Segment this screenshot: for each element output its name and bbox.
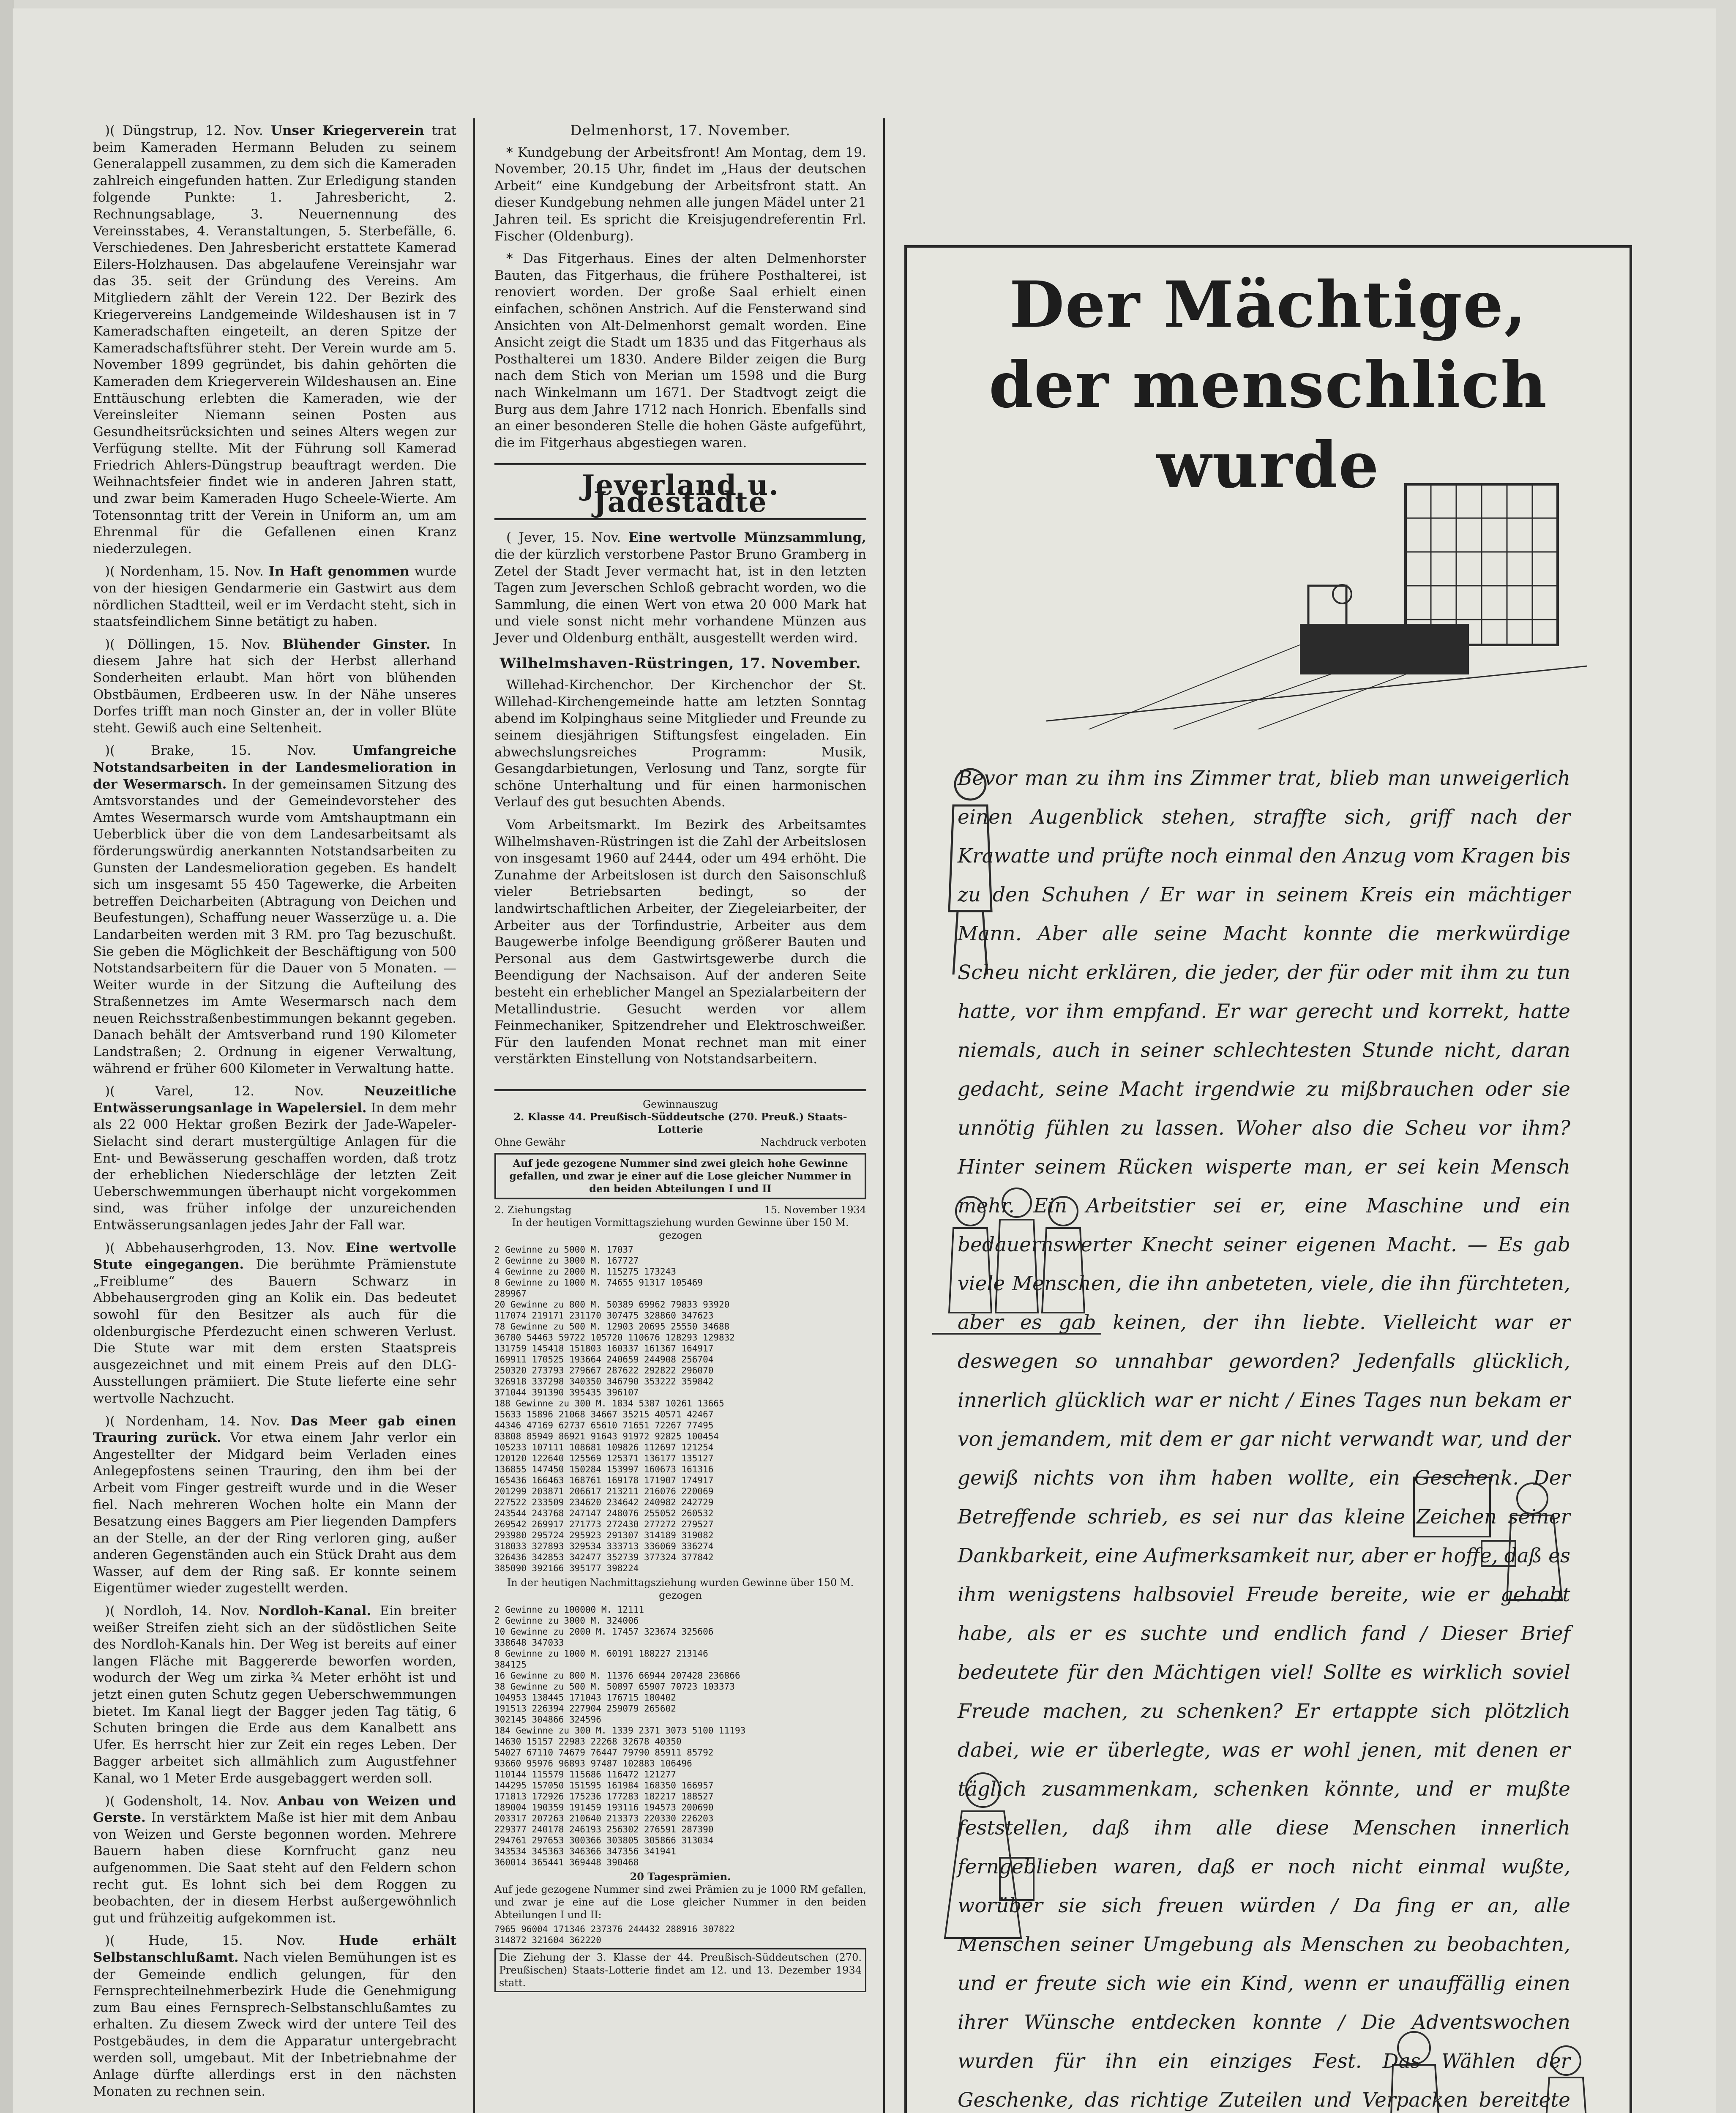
article-place: * Das Fitgerhaus. — [506, 251, 634, 267]
lottery-draw-date: 15. November 1934 — [764, 1204, 866, 1216]
article-headline: Das Meer gab einen Trauring zurück. — [93, 1413, 456, 1446]
article-text: Der Kirchenchor der St. Willehad-Kirchengemeinde hatte am letzten Sonntag abend im Kolpinghaus seine Mitglieder und Freunde zu seinem diesjährigen Stiftungsfest eingeladen. Ein abwechslungsreiches Programm: Musik, Gesangdarbietungen, Verlosung und Tanz, sorgte für schöne Unterhaltung und für einen harmonischen Verlauf des gut besuchten Abends. — [494, 677, 866, 810]
lottery-draw-day: 2. Ziehungstag — [494, 1204, 572, 1216]
article-text: wurde von der hiesigen Gendarmerie ein Gastwirt aus dem nördlichen Stadtteil, weil er im Verdacht steht, sich in staatsfeindlichem Sinne betätigt zu haben. — [93, 564, 456, 630]
dateline-wilhelmshaven: Wilhelmshaven-Rüstringen, 17. November. — [500, 655, 861, 672]
binding-edge — [0, 0, 14, 2113]
article-text: In verstärktem Maße ist hier mit dem Anbau von Weizen und Gerste begonnen worden. Mehrere Bauern haben diese Kornfrucht ganz neu aufgenommen. Die Saat steht auf den Feldern schon recht gut. Es lohnt sich bei dem Roggen zu beobachten, der in diesem Herbst außergewöhnlich gut und frühzeitig aufgekommen ist. — [93, 1810, 456, 1926]
column-rule — [883, 118, 885, 2113]
lottery-morning-heading: In der heutigen Vormittagsziehung wurden Gewinne über 150 M. gezogen — [512, 1216, 849, 1241]
lottery-prizes-title: 20 Tagesprämien. — [630, 1870, 731, 1883]
article — [93, 1603, 456, 1787]
article-place: * Kundgebung der Arbeitsfront! — [506, 145, 721, 160]
article — [494, 145, 866, 245]
wilhelmshaven-articles — [494, 677, 866, 1068]
article — [494, 530, 866, 647]
lottery-closing-note: Die Ziehung der 3. Klasse der 44. Preußisch-Süddeutschen (270. Preußischen) Staats-Lotterie findet am 12. und 13. Dezember 1934 statt. — [494, 1948, 866, 1992]
article-text: Ein breiter weißer Streifen zieht sich an der südöstlichen Seite des Nordloh-Kanals hin. Der Weg ist bereits auf einer langen Fläche mit Baggererde beworfen worden, wodurch der Weg um zirka ¾ Meter erhöht ist und jetzt einen guten Schutz gegen Ueberschwemmungen bietet. Im Kanal liegt der Bagger jeden Tag tätig, 6 Schuten bringen die Erde aus dem Kanalbett ans Ufer. Es herrscht hier zur Zeit ein reges Leben. Der Bagger arbeitet sich allmählich zum Augustfehner Kanal, wo 1 Meter Erde ausgebaggert werden soll. — [93, 1603, 456, 1786]
article-headline: Blühender Ginster. — [282, 636, 431, 652]
article-headline: Neuzeitliche Entwässerungsanlage in Wapelersiel. — [93, 1084, 456, 1116]
jever-articles — [494, 530, 866, 647]
article-place: )( Nordenham, 15. Nov. — [105, 564, 264, 579]
article-headline: Hude erhält Selbstanschlußamt. — [93, 1933, 456, 1965]
article-place: ( Jever, 15. Nov. — [506, 530, 621, 546]
article-text: Eines der alten Delmenhorster Bauten, das Fitgerhaus, die frühere Posthalterei, ist renoviert worden. Der große Saal erhielt einen einfachen, schönen Anstrich. Auf die Fensterwand sind Ansichten von Alt-Delmenhorst gemalt worden. Eine Ansicht zeigt die Stadt um 1835 und das Fitgerhaus als Posthalterei um 1830. Andere Bilder zeigen die Burg nach dem Stich von Merian um 1598 und die Burg nach Winkelmann um 1671. Der Stadtvogt zeigt die Burg aus dem Jahre 1712 nach Honrich. Ebenfalls sind an einer besonderen Stelle die hohen Gäste aufgeführt, die im Fitgerhaus abgestiegen waren. — [494, 251, 866, 450]
article — [494, 817, 866, 1068]
article-text: trat beim Kameraden Hermann Beluden zu seinem Generalappell zusammen, zu dem sich die Kameraden zahlreich eingefunden hatten. Zur Erledigung standen folgende Punkte: 1. Jahresbericht, 2. Rechnungsablage, 3. Neuernennung des Vereinsstabes, 4. Veranstaltungen, 5. Sterbefälle, 6. Verschiedenes. Den Jahresbericht erstattete Kamerad Eilers-Holzhausen. Das abgelaufene Vereinsjahr war das 35. seit der Gründung des Vereins. Am Mitgliedern zählt der Verein 122. Der Bezirk des Kriegervereins Landgemeinde Wildeshausen ist in 7 Kameradschaften eingeteilt, an deren Spitze der Kameradschaftsführer steht. Der Verein wurde am 5. November 1899 gegründet, bis dahin gehörten die Kameraden dem Kriegerverein Wildeshausen an. Eine Enttäuschung erlebten die Kameraden, wie der Vereinsleiter Niemann seinen Posten aus Gesundheitsrücksichten und seines Alters wegen zur Verfügung stellte. Mit der Führung soll Kamerad Friedrich Ahlers-Düngstrup beauftragt werden. Die Weihnachtsfeier findet wie in anderen Jahren statt, und zwar beim Kameraden Hugo Scheele-Wierte. Am Totensonntag tritt der Verein in Uniform an, um am Ehrenmal für die Gefallenen einen Kranz niederzulegen. — [93, 123, 456, 557]
article-text: In dem mehr als 22 000 Hektar großen Bezirk der Jade-Wapeler-Sielacht sind derart mustergültige Anlagen für die Ent- und Bewässerung geschaffen worden, daß trotz der erheblichen Niederschläge der letzten Zeit Ueberschwemmungen überhaupt nicht vorgekommen sind, was früher infolge der unzureichenden Entwässerungsanlagen jedes Jahr der Fall war. — [93, 1100, 456, 1233]
article-text: In der gemeinsamen Sitzung des Amtsvorstandes und der Gemeindevorsteher des Amtes Wesermarsch wurde vom Amtshauptmann ein Ueberblick über die von dem Landesarbeitsamt als förderungswürdig anerkannten Notstandsarbeiten zu Gunsten der Landesmelioration gegeben. Es handelt sich um insgesamt 55 450 Tagewerke, die Arbeiten betreffen Deicharbeiten (Abtragung von Deichen und Beufestungen), Schaffung neuer Wasserzüge u. a. Die Landarbeiten werden mit 3 RM. pro Tag bezuschußt. Sie geben die Möglichkeit der Beschäftigung von 500 Notstandsarbeitern für die Dauer von 5 Monaten. — Weiter wurde in der Sitzung die Aufteilung des Straßennetzes im Amte Wesermarsch nach dem neuen Reichsstraßenbestimmungen bekannt gegeben. Danach behält der Amtsverband rund 190 Kilometer Landstraßen; 2. Ordnung in eigener Verwaltung, während er früher 600 Kilometer in Verwaltung hatte. — [93, 776, 457, 1076]
newspaper-page — [13, 8, 1716, 2113]
lottery-notice-box: Auf jede gezogene Nummer sind zwei gleich hohe Gewinne gefallen, und zwar je einer auf die Lose gleicher Nummer in den beiden Abteilungen I und II — [494, 1153, 866, 1199]
column-local-news — [93, 123, 456, 2106]
lottery-subtitle: 2. Klasse 44. Preußisch-Süddeutsche (270. Preuß.) Staats-Lotterie — [513, 1110, 847, 1136]
lottery-prizes-list: 7965 96004 171346 237376 244432 288916 307822 314872 321604 362220 — [494, 1924, 735, 1945]
article-place: )( Nordenham, 14. Nov. — [105, 1413, 280, 1429]
article — [93, 1413, 456, 1597]
office-illustration — [1046, 467, 1587, 729]
article-place: )( Döllingen, 15. Nov. — [105, 636, 270, 652]
ad-body-text: Bevor man zu ihm ins Zimmer trat, blieb man unweigerlich einen Augenblick stehen, straffte sich, griff nach der Krawatte und prüfte noch einmal den Anzug vom Kragen bis zu den Schuhen / Er war in seinem Kreis ein mächtiger Mann. Aber alle seine Macht konnte die merkwürdige Scheu nicht erklären, die jeder, der für oder mit ihm zu tun hatte, vor ihm empfand. Er war gerecht und korrekt, hatte niemals, auch in seiner schlechtesten Stunde nicht, daran gedacht, seine Macht irgendwie zu mißbrauchen oder sie unnötig fühlen zu lassen. Woher also die Scheu vor ihm? Hinter seinem Rücken wisperte man, er sei kein Mensch mehr. Ein Arbeitstier sei er, eine Maschine und ein bedauernswerter Knecht seiner eigenen Macht. — Es gab viele Menschen, die ihn anbeteten, viele, die ihn fürchteten, aber es gab keinen, der ihn liebte. Vielleicht war er deswegen so unnahbar geworden? Jedenfalls glücklich, innerlich glücklich war er nicht / Eines Tages nun bekam er von jemandem, mit dem er gar nicht verwandt war, und der gewiß nichts von ihm haben wollte, ein Geschenk. Der Betreffende schrieb, es sei nur das kleine Zeichen seiner Dankbarkeit, eine Aufmerksamkeit nur, aber er hoffe, daß es ihm wenigstens halbsoviel Freude bereite, wie er gehabt habe, als er es suchte und endlich fand / Dieser Brief bedeutete für den Mächtigen viel! Sollte es wirklich soviel Freude machen, zu schenken? Er ertappte sich plötzlich dabei, wie er überlegte, was er wohl jenen, mit denen er täglich zusammenkam, schenken könnte, und er mußte feststellen, daß ihm alle diese Menschen innerlich ferngeblieben waren, daß er noch nicht einmal wußte, worüber sie sich freuen würden / Da fing er an, alle Menschen seiner Umgebung als Menschen zu beobachten, und er freute sich wie ein Kind, wenn er unauffällig einen ihrer Wünsche entdecken konnte / Die Adventswochen wurden für ihn ein einziges Fest. Das Wählen der Geschenke, das richtige Zuteilen und Verpacken bereitete — [958, 767, 1571, 2112]
article-headline: Nordloh-Kanal. — [258, 1603, 371, 1619]
lottery-afternoon-list: 2 Gewinne zu 100000 M. 12111 2 Gewinne zu 3000 M. 324006 10 Gewinne zu 2000 M. 17457 323674 325606 338648 347033 8 Gewinne zu 1000 M. 60191 188227 213146 384125 16 Gewinne zu 800 M. 11376 66944 207428 236866 38 Gewinne zu 500 M. 50897 65907 70723 103373 104953 138445 171043 176715 180402 191513 226394 227904 259079 265602 302145 304866 324596 184 Gewinne zu 300 M. 1339 2371 3073 5100 11193 14630 15157 22983 22268 32678 40350 54027 67110 74679 76447 79790 85911 85792 93660 95976 96893 97487 102883 106496 110144 115579 115686 116472 121277 144295 157050 151595 161984 168350 166957 171813 172926 175236 177283 182217 188527 189004 190359 191459 193116 194573 200690 203317 207263 210640 213373 220330 226203 229377 240178 246193 256302 276591 287390 294761 297653 300366 303805 305866 313034 343534 345363 346366 347356 341941 360014 365441 369448 390468 — [494, 1604, 746, 1867]
lottery-morning-list: 2 Gewinne zu 5000 M. 17037 2 Gewinne zu 3000 M. 167727 4 Gewinne zu 2000 M. 115275 173243 8 Gewinne zu 1000 M. 74655 91317 105469 289967 20 Gewinne zu 800 M. 50389 69962 79833 93920 117074 219171 231170 307475 328860 347623 78 Gewinne zu 500 M. 12903 20695 25550 34688 36780 54463 59722 105720 110676 128293 129832 131759 145418 151803 160337 161367 164917 169911 170525 193664 240659 244908 256704 250320 273793 279667 287622 292822 296070 326918 337298 340350 346790 353222 359842 371044 391390 395435 396107 188 Gewinne zu 300 M. 1834 5387 10261 13665 15633 15896 21068 34667 35215 40571 42467 44346 47169 62737 65610 71651 72267 77495 83808 85949 86921 91643 91972 92825 100454 105233 107111 108681 109826 112697 121254 120120 122640 125569 125371 136177 135127 136855 147450 150284 153997 160673 161316 165436 166463 168761 169178 171907 174917 201299 203871 206617 213211 216076 220069 227522 233509 234620 234642 240982 242729 243544 243768 247147 248076 255052 260532 269542 269917 271773 272430 277272 279527 293980 295724 295923 291307 314189 319082 318033 327893 329534 333713 336069 336274 326436 342853 342477 352739 377324 377842 385090 392166 395177 398224 — [494, 1244, 735, 1573]
article-text: die der kürzlich verstorbene Pastor Bruno Gramberg in Zetel der Stadt Jever vermacht hat, ist in den letzten Tagen zum Jeverschen Schloß gebracht worden, wo die Sammlung, die einen Wert von etwa 20 000 Mark hat und viele sonst nicht mehr vorhandene Münzen aus Jever und Oldenburg enthält, ausgestellt werden wird. — [494, 547, 866, 646]
article-place: Vom Arbeitsmarkt. — [506, 817, 641, 833]
column-regional-news — [494, 123, 866, 1992]
article — [494, 251, 866, 451]
lottery-title: Gewinnauszug — [642, 1098, 718, 1110]
article — [93, 563, 456, 630]
article-text: Die berühmte Prämienstute „Freiblume“ des Bauern Schwarz in Abbehausergroden ging an Kolik ein. Das bedeutet sowohl für den Besitzer als auch für die oldenburgische Pferdezucht einen schweren Verlust. Die Stute war mit dem ersten Staatspreis ausgezeichnet und mit einem Preis auf den DLG-Ausstellungen prämiiert. Die Stute lieferte eine sehr wertvolle Nachzucht. — [93, 1257, 456, 1406]
article-place: )( Godensholt, 14. Nov. — [105, 1793, 270, 1809]
article — [93, 1793, 456, 1927]
article — [93, 636, 456, 737]
article-place: )( Brake, 15. Nov. — [105, 743, 317, 759]
article-headline: Unser Kriegerverein — [270, 123, 424, 138]
article-headline: Umfangreiche Notstandsarbeiten in der Landesmelioration in der Wesermarsch. — [93, 743, 456, 792]
article-text: Am Montag, dem 19. November, 20.15 Uhr, findet im „Haus der deutschen Arbeit“ eine Kundgebung der Arbeitsfront statt. An dieser Kundgebung nehmen alle jungen Mädel unter 21 Jahren teil. Es spricht die Kreisjugendreferentin Frl. Fischer (Oldenburg). — [494, 145, 866, 244]
article-place: )( Hude, 15. Nov. — [105, 1933, 306, 1949]
article — [93, 743, 456, 1077]
article-headline: Eine wertvolle Münzsammlung, — [628, 530, 866, 546]
article-place: )( Nordloh, 14. Nov. — [105, 1603, 250, 1619]
lottery-results — [494, 1089, 866, 1992]
section-heading: Jeverland u. Jadestädte — [494, 463, 866, 520]
article — [93, 123, 456, 557]
dateline-delmenhorst: Delmenhorst, 17. November. — [570, 122, 791, 139]
article-text: Vor etwa einem Jahr verlor ein Angestellter der Midgard beim Verladen eines Anlegepfostens seinen Trauring, den ihm bei der Arbeit vom Finger gestreift wurde und in die Weser fiel. Nach mehreren Wochen holte ein Mann der Besatzung eines Baggers am Pier liegenden Dampfers an der Stelle, an der der Ring verloren ging, außer anderen Gegenständen auch ein Stück Draht aus dem Wasser, auf dem der Ring saß. Er konnte seinem Eigentümer wieder zugestellt werden. — [93, 1430, 457, 1596]
article-headline: In Haft genommen — [268, 564, 409, 579]
delmenhorst-articles — [494, 145, 866, 452]
article — [93, 1933, 456, 2100]
article-headline: Anbau von Weizen und Gerste. — [93, 1793, 457, 1826]
article-text: Nach vielen Bemühungen ist es der Gemeinde endlich gelungen, für den Fernsprechteilnehmerbezirk Hude die Genehmigung zum Bau eines Fernsprech-Selbstanschlußamtes zu erhalten. Zu diesem Zweck wird der untere Teil des Postgebäudes, in dem die Apparatur untergebracht werden soll, umgebaut. Mit der Inbetriebnahme der Anlage dürfte allerdings erst in den nächsten Monaten zu rechnen sein. — [93, 1949, 456, 2099]
ad-headline-line1: Der Mächtige, — [1009, 268, 1527, 342]
article-headline: Eine wertvolle Stute eingegangen. — [93, 1240, 456, 1272]
lottery-left-note: Ohne Gewähr — [494, 1136, 565, 1148]
ad-headline-line2: der menschlich wurde — [989, 348, 1548, 502]
article-place: Willehad-Kirchenchor. — [506, 677, 654, 693]
lottery-right-note: Nachdruck verboten — [760, 1136, 866, 1148]
article-text: In diesem Jahre hat sich der Herbst allerhand Sonderheiten erlaubt. Man hört von blühenden Obstbäumen, Erdbeeren usw. In der Nähe unseres Dorfes trifft man noch Ginster an, der in voller Blüte steht. Gewiß auch eine Seltenheit. — [93, 636, 457, 736]
article — [494, 677, 866, 811]
column-rule — [473, 118, 475, 2113]
article-place: )( Varel, 12. Nov. — [105, 1084, 324, 1099]
article — [93, 1240, 456, 1407]
lottery-prizes-text: Auf jede gezogene Nummer sind zwei Prämien zu je 1000 RM gefallen, und zwar je eine auf die Lose gleicher Nummer in den beiden Abteilungen I und II: — [494, 1883, 866, 1921]
article-place: )( Abbehauserhgroden, 13. Nov. — [105, 1240, 336, 1256]
advertisement — [904, 245, 1632, 2113]
article-place: )( Düngstrup, 12. Nov. — [105, 123, 263, 138]
article — [93, 1083, 456, 1234]
article-text: Im Bezirk des Arbeitsamtes Wilhelmshaven-Rüstringen ist die Zahl der Arbeitslosen von insgesamt 1960 auf 2444, oder um 494 erhöht. Die Zunahme der Arbeitslosen ist durch den Saisonschluß vieler Betriebsarten bedingt, so der landwirtschaftlichen Arbeiter, der Ziegeleiarbeiter, der Arbeiter aus der Torfindustrie, Arbeiter aus dem Baugewerbe infolge Beendigung größerer Bauten und Personal aus dem Gastwirtsgewerbe durch die Beendigung der Nachsaison. Auf der anderen Seite besteht ein erheblicher Mangel an Spezialarbeitern der Metallindustrie. Gesucht werden vor allem Feinmechaniker, Spitzendreher und Elektroschweißer. Für den laufenden Monat rechnet man mit einer verstärkten Einstellung von Notstandsarbeitern. — [494, 817, 866, 1067]
lottery-afternoon-heading: In der heutigen Nachmittagsziehung wurden Gewinne über 150 M. gezogen — [507, 1576, 854, 1601]
